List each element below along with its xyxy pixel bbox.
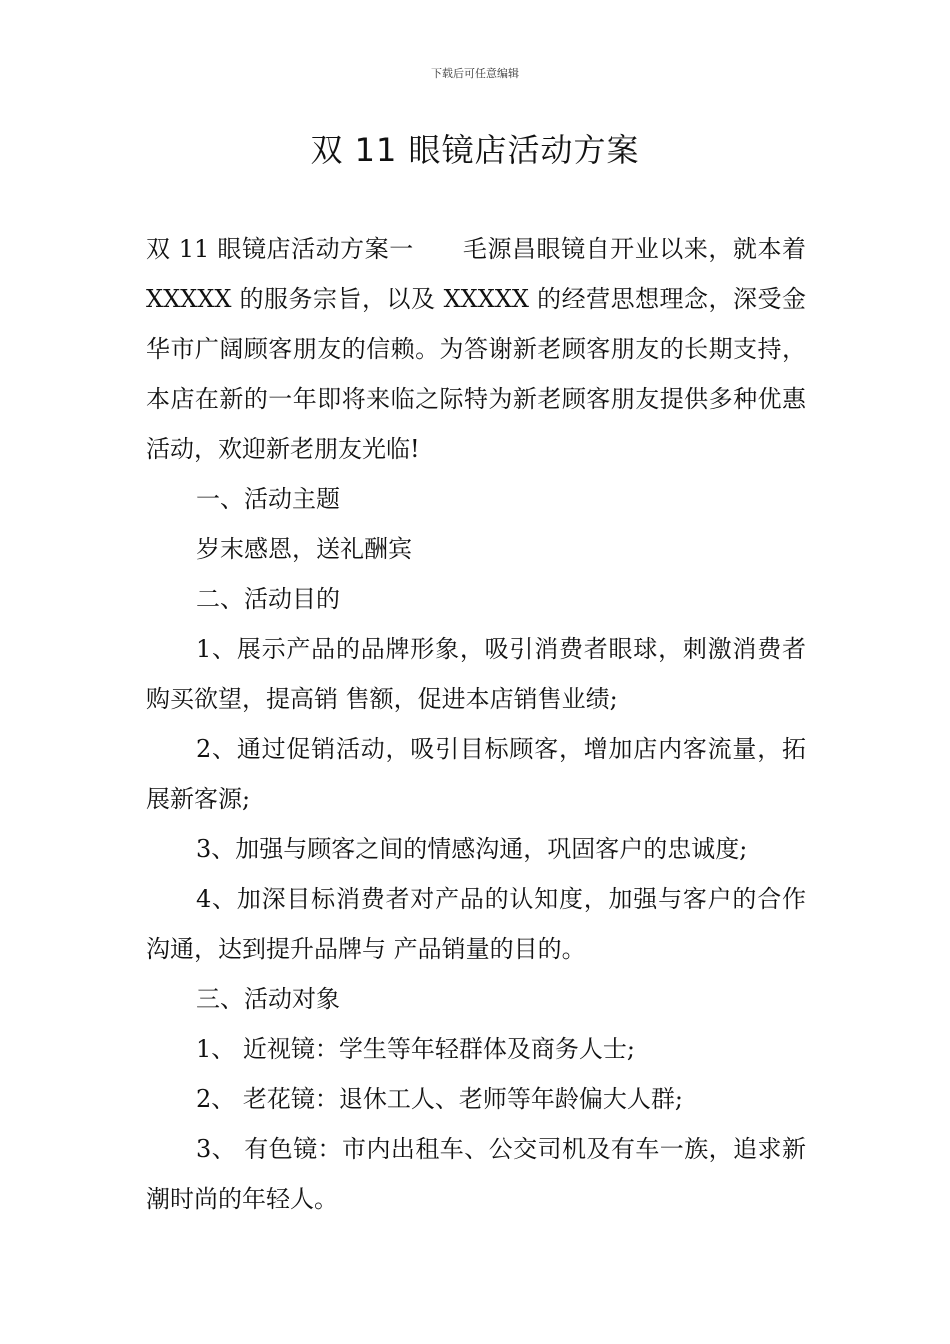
audience-item-2: 2、 老花镜：退休工人、老师等年龄偏大人群; [196, 1085, 683, 1113]
section-heading-purpose: 二、活动目的 [196, 585, 340, 613]
purpose-item-1: 1、展示产品的品牌形象，吸引消费者眼球，刺激消费者购买欲望，提高销 售额，促进本店销售业绩; [146, 635, 806, 713]
purpose-item-2: 2、通过促销活动，吸引目标顾客，增加店内客流量，拓展新客源; [146, 735, 806, 813]
document-title: 双 11 眼镜店活动方案 [310, 131, 640, 169]
header-note: 下载后可任意编辑 [431, 67, 519, 80]
theme-text: 岁末感恩，送礼酬宾 [196, 535, 412, 563]
section-heading-theme: 一、活动主题 [196, 485, 340, 513]
audience-item-1: 1、 近视镜：学生等年轻群体及商务人士; [196, 1035, 635, 1063]
section-heading-audience: 三、活动对象 [196, 985, 340, 1013]
intro-paragraph: 双 11 眼镜店活动方案一 毛源昌眼镜自开业以来，就本着 XXXXX 的服务宗旨，以及 XXXXX 的经营思想理念，深受金华市广阔顾客朋友的信赖。为答谢新老顾客朋友的长期支持，本店在新的一年即将来临之际特为新老顾客朋友提供多种优惠活动，欢迎新老朋友光临! [146, 235, 806, 463]
purpose-item-3: 3、加强与顾客之间的情感沟通，巩固客户的忠诚度; [196, 835, 748, 863]
document-body [146, 224, 806, 1224]
audience-item-3: 3、 有色镜：市内出租车、公交司机及有车一族，追求新潮时尚的年轻人。 [146, 1135, 806, 1213]
purpose-item-4: 4、加深目标消费者对产品的认知度，加强与客户的合作沟通，达到提升品牌与 产品销量的目的。 [146, 885, 806, 963]
